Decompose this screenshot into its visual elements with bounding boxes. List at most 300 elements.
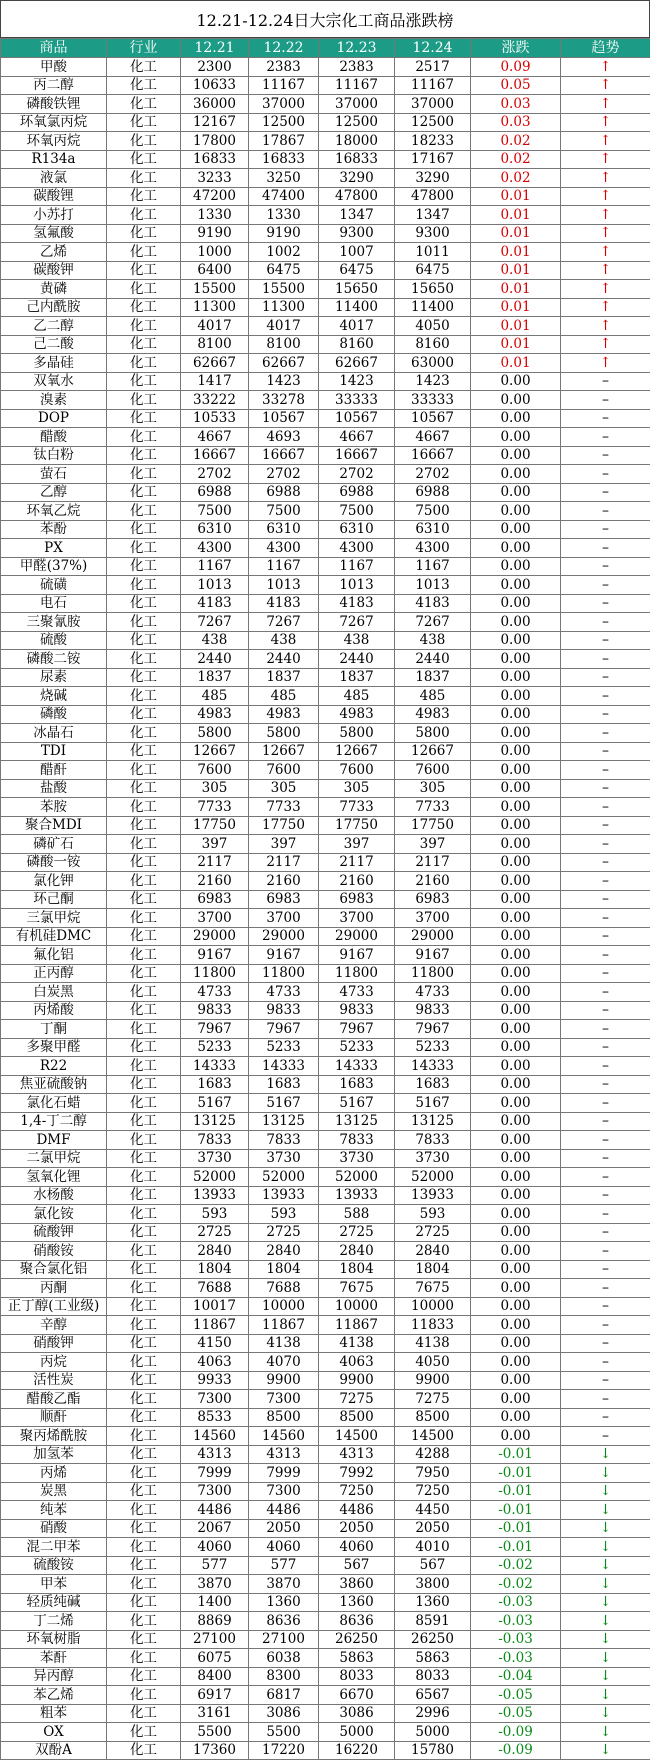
price-cell-date-3: 3700: [319, 909, 395, 928]
table-row: [1, 835, 650, 854]
price-cell-date-2: 4486: [249, 1501, 319, 1520]
change-cell: -0.09: [471, 1723, 561, 1742]
commodity-cell: 有机硅DMC: [1, 927, 107, 946]
arrow-down-icon: ↓: [600, 1595, 612, 1609]
table-row: [1, 1223, 650, 1242]
industry-cell: 化工: [107, 1538, 181, 1557]
commodity-cell: 碳酸钾: [1, 261, 107, 280]
table-row: [1, 761, 650, 780]
price-cell-date-1: 1167: [181, 557, 249, 576]
arrow-up-icon: ↑: [600, 171, 612, 185]
trend-cell: [561, 1686, 650, 1705]
commodity-cell: 丁二烯: [1, 1612, 107, 1631]
price-cell-date-2: 1683: [249, 1075, 319, 1094]
trend-cell: [561, 835, 650, 854]
dash-icon: –: [602, 874, 609, 888]
table-row: [1, 1704, 650, 1723]
price-cell-date-1: 8400: [181, 1667, 249, 1686]
price-cell-date-4: 7967: [395, 1020, 471, 1039]
table-row: [1, 354, 650, 373]
price-cell-date-4: 7250: [395, 1482, 471, 1501]
change-cell: 0.00: [471, 1057, 561, 1076]
dash-icon: –: [602, 374, 609, 388]
change-cell: -0.01: [471, 1445, 561, 1464]
commodity-cell: 氯化钾: [1, 872, 107, 891]
industry-cell: 化工: [107, 1112, 181, 1131]
price-cell-date-2: 62667: [249, 354, 319, 373]
industry-cell: 化工: [107, 520, 181, 539]
price-cell-date-4: 4300: [395, 539, 471, 558]
commodity-cell: 环氧乙烷: [1, 502, 107, 521]
change-cell: 0.00: [471, 1149, 561, 1168]
change-cell: 0.02: [471, 169, 561, 188]
price-cell-date-3: 16220: [319, 1741, 395, 1760]
arrow-down-icon: ↓: [600, 1521, 612, 1535]
price-cell-date-1: 27100: [181, 1630, 249, 1649]
change-cell: 0.00: [471, 576, 561, 595]
dash-icon: –: [602, 1059, 609, 1073]
price-cell-date-4: 7500: [395, 502, 471, 521]
arrow-up-icon: ↑: [600, 282, 612, 296]
price-cell-date-2: 7999: [249, 1464, 319, 1483]
price-cell-date-2: 14333: [249, 1057, 319, 1076]
trend-cell: [561, 1297, 650, 1316]
price-cell-date-3: 1360: [319, 1593, 395, 1612]
commodity-cell: 甲苯: [1, 1575, 107, 1594]
table-row: [1, 927, 650, 946]
industry-cell: 化工: [107, 113, 181, 132]
industry-cell: 化工: [107, 1704, 181, 1723]
price-cell-date-3: 4138: [319, 1334, 395, 1353]
trend-cell: [561, 391, 650, 410]
price-cell-date-1: 1400: [181, 1593, 249, 1612]
price-cell-date-2: 9833: [249, 1001, 319, 1020]
price-cell-date-4: 9900: [395, 1371, 471, 1390]
change-cell: 0.00: [471, 1242, 561, 1261]
table-row: [1, 613, 650, 632]
commodity-cell: 盐酸: [1, 779, 107, 798]
change-cell: 0.03: [471, 113, 561, 132]
change-cell: -0.01: [471, 1464, 561, 1483]
commodity-cell: 环氧氯丙烷: [1, 113, 107, 132]
price-cell-date-2: 13125: [249, 1112, 319, 1131]
commodity-cell: R22: [1, 1057, 107, 1076]
dash-icon: –: [602, 892, 609, 906]
change-cell: 0.00: [471, 1260, 561, 1279]
price-cell-date-4: 7275: [395, 1390, 471, 1409]
price-cell-date-3: 26250: [319, 1630, 395, 1649]
change-cell: 0.00: [471, 1168, 561, 1187]
change-cell: 0.01: [471, 187, 561, 206]
trend-cell: [561, 1704, 650, 1723]
price-table: [0, 38, 650, 1760]
industry-cell: 化工: [107, 1667, 181, 1686]
table-row: [1, 206, 650, 225]
dash-icon: –: [602, 1096, 609, 1110]
commodity-cell: 氯化铵: [1, 1205, 107, 1224]
price-cell-date-3: 4063: [319, 1353, 395, 1372]
price-cell-date-3: 13125: [319, 1112, 395, 1131]
price-cell-date-4: 5167: [395, 1094, 471, 1113]
table-row: [1, 1001, 650, 1020]
industry-cell: 化工: [107, 1094, 181, 1113]
price-cell-date-2: 4183: [249, 594, 319, 613]
table-row: [1, 668, 650, 687]
price-cell-date-2: 7600: [249, 761, 319, 780]
price-cell-date-4: 397: [395, 835, 471, 854]
price-cell-date-2: 4017: [249, 317, 319, 336]
price-cell-date-4: 11167: [395, 76, 471, 95]
price-cell-date-3: 3086: [319, 1704, 395, 1723]
price-cell-date-2: 397: [249, 835, 319, 854]
price-cell-date-2: 5233: [249, 1038, 319, 1057]
change-cell: 0.00: [471, 613, 561, 632]
change-cell: -0.05: [471, 1704, 561, 1723]
industry-cell: 化工: [107, 705, 181, 724]
commodity-cell: 苯酐: [1, 1649, 107, 1668]
industry-cell: 化工: [107, 465, 181, 484]
price-cell-date-4: 7950: [395, 1464, 471, 1483]
price-cell-date-2: 11800: [249, 964, 319, 983]
price-cell-date-2: 7300: [249, 1482, 319, 1501]
price-cell-date-1: 5167: [181, 1094, 249, 1113]
price-cell-date-3: 8636: [319, 1612, 395, 1631]
change-cell: 0.00: [471, 927, 561, 946]
commodity-cell: 硫酸: [1, 631, 107, 650]
price-cell-date-2: 3730: [249, 1149, 319, 1168]
trend-cell: [561, 502, 650, 521]
industry-cell: 化工: [107, 354, 181, 373]
arrow-up-icon: ↑: [600, 226, 612, 240]
price-cell-date-1: 7733: [181, 798, 249, 817]
table-row: [1, 76, 650, 95]
header-date-3: 12.23: [319, 39, 395, 58]
arrow-up-icon: ↑: [600, 152, 612, 166]
industry-cell: 化工: [107, 1464, 181, 1483]
dash-icon: –: [602, 485, 609, 499]
table-row: [1, 280, 650, 299]
header-trend: 趋势: [561, 39, 650, 58]
price-cell-date-4: 12500: [395, 113, 471, 132]
price-cell-date-1: 7300: [181, 1390, 249, 1409]
trend-cell: [561, 1593, 650, 1612]
change-cell: 0.00: [471, 1353, 561, 1372]
price-cell-date-3: 29000: [319, 927, 395, 946]
industry-cell: 化工: [107, 1630, 181, 1649]
trend-cell: [561, 1427, 650, 1446]
price-cell-date-2: 2050: [249, 1519, 319, 1538]
dash-icon: –: [602, 1429, 609, 1443]
price-cell-date-2: 17750: [249, 816, 319, 835]
commodity-cell: 丙烯酸: [1, 1001, 107, 1020]
price-cell-date-1: 1330: [181, 206, 249, 225]
commodity-cell: PX: [1, 539, 107, 558]
price-cell-date-1: 397: [181, 835, 249, 854]
price-cell-date-4: 3730: [395, 1149, 471, 1168]
price-cell-date-2: 4983: [249, 705, 319, 724]
price-cell-date-3: 1683: [319, 1075, 395, 1094]
industry-cell: 化工: [107, 1353, 181, 1372]
trend-cell: [561, 483, 650, 502]
change-cell: 0.00: [471, 1316, 561, 1335]
trend-cell: [561, 1094, 650, 1113]
price-cell-date-1: 14333: [181, 1057, 249, 1076]
industry-cell: 化工: [107, 835, 181, 854]
commodity-cell: 顺酐: [1, 1408, 107, 1427]
price-cell-date-2: 2440: [249, 650, 319, 669]
dash-icon: –: [602, 522, 609, 536]
header-date-2: 12.22: [249, 39, 319, 58]
change-cell: 0.03: [471, 95, 561, 114]
price-cell-date-4: 4138: [395, 1334, 471, 1353]
price-cell-date-4: 4450: [395, 1501, 471, 1520]
industry-cell: 化工: [107, 335, 181, 354]
industry-cell: 化工: [107, 853, 181, 872]
price-cell-date-4: 4288: [395, 1445, 471, 1464]
industry-cell: 化工: [107, 206, 181, 225]
change-cell: -0.05: [471, 1686, 561, 1705]
table-header: [1, 39, 650, 58]
price-cell-date-3: 7733: [319, 798, 395, 817]
price-cell-date-3: 1007: [319, 243, 395, 262]
commodity-cell: 活性炭: [1, 1371, 107, 1390]
price-cell-date-4: 17167: [395, 150, 471, 169]
table-row: [1, 816, 650, 835]
arrow-down-icon: ↓: [600, 1558, 612, 1572]
price-cell-date-1: 9190: [181, 224, 249, 243]
industry-cell: 化工: [107, 1205, 181, 1224]
price-cell-date-2: 5167: [249, 1094, 319, 1113]
dash-icon: –: [602, 541, 609, 555]
commodity-cell: 水杨酸: [1, 1186, 107, 1205]
commodity-cell: 己内酰胺: [1, 298, 107, 317]
table-row: [1, 1316, 650, 1335]
table-row: [1, 576, 650, 595]
trend-cell: [561, 428, 650, 447]
change-cell: -0.02: [471, 1556, 561, 1575]
change-cell: 0.00: [471, 502, 561, 521]
price-cell-date-4: 2160: [395, 872, 471, 891]
change-cell: -0.03: [471, 1612, 561, 1631]
price-cell-date-3: 6670: [319, 1686, 395, 1705]
price-cell-date-4: 1013: [395, 576, 471, 595]
industry-cell: 化工: [107, 1038, 181, 1057]
price-cell-date-2: 17220: [249, 1741, 319, 1760]
table-row: [1, 1334, 650, 1353]
dash-icon: –: [602, 1373, 609, 1387]
table-row: [1, 724, 650, 743]
table-body: [1, 58, 650, 1760]
trend-cell: [561, 206, 650, 225]
dash-icon: –: [602, 966, 609, 980]
table-row: [1, 539, 650, 558]
industry-cell: 化工: [107, 317, 181, 336]
table-row: [1, 1094, 650, 1113]
industry-cell: 化工: [107, 132, 181, 151]
price-cell-date-2: 14560: [249, 1427, 319, 1446]
price-cell-date-4: 9167: [395, 946, 471, 965]
table-row: [1, 853, 650, 872]
table-row: [1, 1112, 650, 1131]
trend-cell: [561, 1464, 650, 1483]
price-cell-date-4: 8033: [395, 1667, 471, 1686]
commodity-cell: DMF: [1, 1131, 107, 1150]
trend-cell: [561, 1408, 650, 1427]
price-cell-date-2: 7267: [249, 613, 319, 632]
price-cell-date-1: 305: [181, 779, 249, 798]
industry-cell: 化工: [107, 668, 181, 687]
table-row: [1, 557, 650, 576]
price-cell-date-1: 6400: [181, 261, 249, 280]
industry-cell: 化工: [107, 983, 181, 1002]
price-cell-date-1: 2440: [181, 650, 249, 669]
price-cell-date-2: 4313: [249, 1445, 319, 1464]
price-cell-date-2: 1360: [249, 1593, 319, 1612]
arrow-down-icon: ↓: [600, 1614, 612, 1628]
price-cell-date-4: 1423: [395, 372, 471, 391]
price-cell-date-3: 5800: [319, 724, 395, 743]
dash-icon: –: [602, 1170, 609, 1184]
trend-cell: [561, 1353, 650, 1372]
price-cell-date-2: 17867: [249, 132, 319, 151]
price-cell-date-3: 4183: [319, 594, 395, 613]
trend-cell: [561, 742, 650, 761]
price-cell-date-2: 4060: [249, 1538, 319, 1557]
trend-cell: [561, 964, 650, 983]
price-cell-date-1: 3870: [181, 1575, 249, 1594]
price-cell-date-4: 9300: [395, 224, 471, 243]
commodity-cell: 硝酸: [1, 1519, 107, 1538]
price-cell-date-2: 11300: [249, 298, 319, 317]
commodity-cell: 双酚A: [1, 1741, 107, 1760]
price-cell-date-2: 7300: [249, 1390, 319, 1409]
trend-cell: [561, 1445, 650, 1464]
price-cell-date-1: 7833: [181, 1131, 249, 1150]
industry-cell: 化工: [107, 1168, 181, 1187]
price-cell-date-2: 4070: [249, 1353, 319, 1372]
change-cell: 0.00: [471, 1075, 561, 1094]
price-cell-date-4: 7267: [395, 613, 471, 632]
price-cell-date-4: 12667: [395, 742, 471, 761]
dash-icon: –: [602, 393, 609, 407]
trend-cell: [561, 1168, 650, 1187]
price-cell-date-1: 10017: [181, 1297, 249, 1316]
dash-icon: –: [602, 615, 609, 629]
commodity-cell: 环氧树脂: [1, 1630, 107, 1649]
commodity-cell: 尿素: [1, 668, 107, 687]
price-cell-date-1: 7999: [181, 1464, 249, 1483]
price-cell-date-1: 1000: [181, 243, 249, 262]
trend-cell: [561, 1260, 650, 1279]
price-cell-date-4: 438: [395, 631, 471, 650]
price-cell-date-2: 8300: [249, 1667, 319, 1686]
trend-cell: [561, 816, 650, 835]
industry-cell: 化工: [107, 76, 181, 95]
price-cell-date-3: 10567: [319, 409, 395, 428]
table-row: [1, 964, 650, 983]
change-cell: 0.00: [471, 853, 561, 872]
trend-cell: [561, 76, 650, 95]
price-cell-date-3: 12500: [319, 113, 395, 132]
trend-cell: [561, 946, 650, 965]
price-cell-date-2: 7500: [249, 502, 319, 521]
price-cell-date-3: 1167: [319, 557, 395, 576]
change-cell: 0.01: [471, 335, 561, 354]
dash-icon: –: [602, 1281, 609, 1295]
table-row: [1, 705, 650, 724]
price-cell-date-3: 10000: [319, 1297, 395, 1316]
trend-cell: [561, 927, 650, 946]
industry-cell: 化工: [107, 1427, 181, 1446]
table-row: [1, 909, 650, 928]
commodity-cell: 硝酸钾: [1, 1334, 107, 1353]
industry-cell: 化工: [107, 1482, 181, 1501]
price-cell-date-3: 1423: [319, 372, 395, 391]
table-row: [1, 335, 650, 354]
price-cell-date-3: 5000: [319, 1723, 395, 1742]
price-cell-date-4: 10000: [395, 1297, 471, 1316]
table-row: [1, 391, 650, 410]
price-cell-date-4: 2440: [395, 650, 471, 669]
table-row: [1, 1723, 650, 1742]
dash-icon: –: [602, 633, 609, 647]
commodity-cell: 丙酮: [1, 1279, 107, 1298]
price-cell-date-1: 8533: [181, 1408, 249, 1427]
header-commodity: 商品: [1, 39, 107, 58]
price-cell-date-3: 305: [319, 779, 395, 798]
industry-cell: 化工: [107, 409, 181, 428]
change-cell: 0.05: [471, 76, 561, 95]
table-row: [1, 132, 650, 151]
price-cell-date-3: 1013: [319, 576, 395, 595]
header-industry: 行业: [107, 39, 181, 58]
commodity-cell: 氢氧化锂: [1, 1168, 107, 1187]
trend-cell: [561, 354, 650, 373]
arrow-down-icon: ↓: [600, 1651, 612, 1665]
price-cell-date-3: 11800: [319, 964, 395, 983]
price-cell-date-4: 4050: [395, 317, 471, 336]
change-cell: -0.01: [471, 1538, 561, 1557]
dash-icon: –: [602, 1188, 609, 1202]
industry-cell: 化工: [107, 1445, 181, 1464]
commodity-cell: 碳酸锂: [1, 187, 107, 206]
price-cell-date-4: 1683: [395, 1075, 471, 1094]
commodity-cell: 丙烯: [1, 1464, 107, 1483]
commodity-cell: 纯苯: [1, 1501, 107, 1520]
price-cell-date-3: 13933: [319, 1186, 395, 1205]
price-cell-date-1: 17800: [181, 132, 249, 151]
price-cell-date-2: 37000: [249, 95, 319, 114]
commodity-cell: 轻质纯碱: [1, 1593, 107, 1612]
dash-icon: –: [602, 1410, 609, 1424]
change-cell: 0.00: [471, 1371, 561, 1390]
commodity-cell: 苯乙烯: [1, 1686, 107, 1705]
trend-cell: [561, 557, 650, 576]
price-cell-date-3: 15650: [319, 280, 395, 299]
price-cell-date-4: 4983: [395, 705, 471, 724]
commodity-cell: 苯胺: [1, 798, 107, 817]
price-cell-date-2: 11867: [249, 1316, 319, 1335]
trend-cell: [561, 576, 650, 595]
price-cell-date-1: 9933: [181, 1371, 249, 1390]
industry-cell: 化工: [107, 372, 181, 391]
price-cell-date-3: 1347: [319, 206, 395, 225]
price-cell-date-2: 1013: [249, 576, 319, 595]
price-cell-date-3: 9833: [319, 1001, 395, 1020]
arrow-down-icon: ↓: [600, 1688, 612, 1702]
change-cell: -0.03: [471, 1630, 561, 1649]
table-row: [1, 650, 650, 669]
